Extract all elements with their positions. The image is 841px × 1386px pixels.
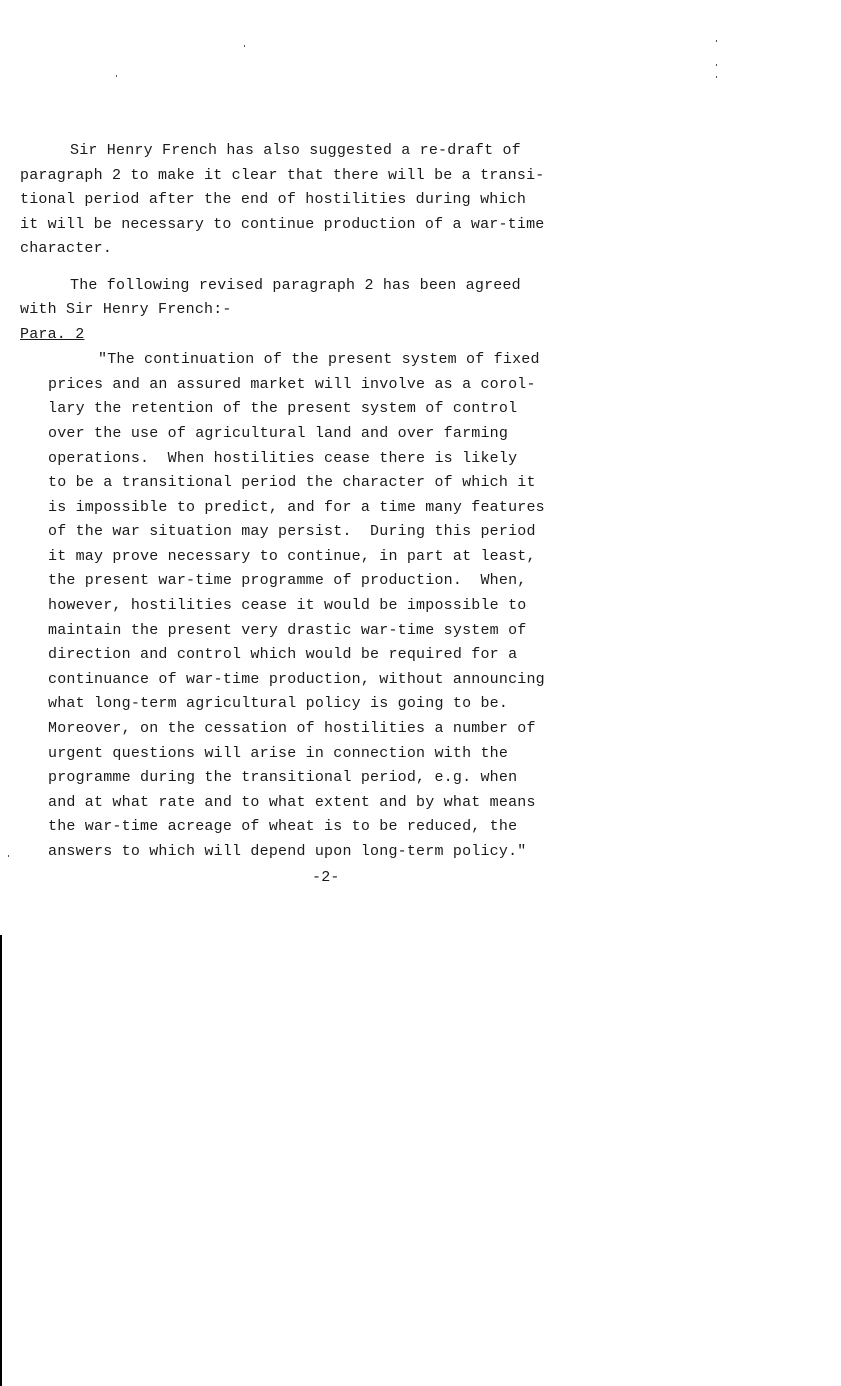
quote-line-11: however, hostilities cease it would be impossible to bbox=[48, 597, 527, 614]
quote-line-18: programme during the transitional period, e.g. when bbox=[48, 769, 518, 786]
para1-line-4: it will be necessary to continue production of a war-time bbox=[20, 216, 545, 233]
page-number: -2- bbox=[312, 869, 340, 886]
quote-line-7: is impossible to predict, and for a time many features bbox=[48, 499, 545, 516]
quote-line-3: lary the retention of the present system of control bbox=[48, 400, 518, 417]
scan-edge-bar bbox=[0, 935, 2, 1386]
para1-line-2: paragraph 2 to make it clear that there will be a transi- bbox=[20, 167, 545, 184]
para2-line-2: with Sir Henry French:- bbox=[20, 301, 232, 318]
quote-line-15: what long-term agricultural policy is going to be. bbox=[48, 695, 509, 712]
quote-line-13: direction and control which would be required for a bbox=[48, 646, 518, 663]
quote-line-14: continuance of war-time production, without announcing bbox=[48, 671, 545, 688]
scan-speck bbox=[716, 40, 717, 42]
quote-line-4: over the use of agricultural land and over farming bbox=[48, 425, 509, 442]
para1-line-1: Sir Henry French has also suggested a re-draft of bbox=[70, 142, 521, 159]
quote-line-6: to be a transitional period the character of which it bbox=[48, 474, 536, 491]
section-label: Para. 2 bbox=[20, 326, 85, 343]
para1-line-5: character. bbox=[20, 240, 113, 257]
quote-line-9: it may prove necessary to continue, in part at least, bbox=[48, 548, 536, 565]
quote-line-5: operations. When hostilities cease there is likely bbox=[48, 450, 518, 467]
quote-line-12: maintain the present very drastic war-time system of bbox=[48, 622, 527, 639]
scan-speck bbox=[8, 855, 9, 857]
quote-line-2: prices and an assured market will involve as a corol- bbox=[48, 376, 536, 393]
scan-speck bbox=[244, 45, 245, 47]
quote-line-16: Moreover, on the cessation of hostilities a number of bbox=[48, 720, 536, 737]
scan-speck bbox=[716, 64, 717, 66]
quote-line-20: the war-time acreage of wheat is to be reduced, the bbox=[48, 818, 518, 835]
quote-line-19: and at what rate and to what extent and by what means bbox=[48, 794, 536, 811]
quote-line-21: answers to which will depend upon long-term policy." bbox=[48, 843, 527, 860]
para2-line-1: The following revised paragraph 2 has been agreed bbox=[70, 277, 521, 294]
para1-line-3: tional period after the end of hostilities during which bbox=[20, 191, 527, 208]
quote-line-17: urgent questions will arise in connection with the bbox=[48, 745, 509, 762]
scan-speck bbox=[716, 76, 717, 78]
quote-line-10: the present war-time programme of production. When, bbox=[48, 572, 527, 589]
quote-line-8: of the war situation may persist. During this period bbox=[48, 523, 536, 540]
scan-speck bbox=[116, 75, 117, 77]
quote-line-1: "The continuation of the present system of fixed bbox=[98, 351, 540, 368]
